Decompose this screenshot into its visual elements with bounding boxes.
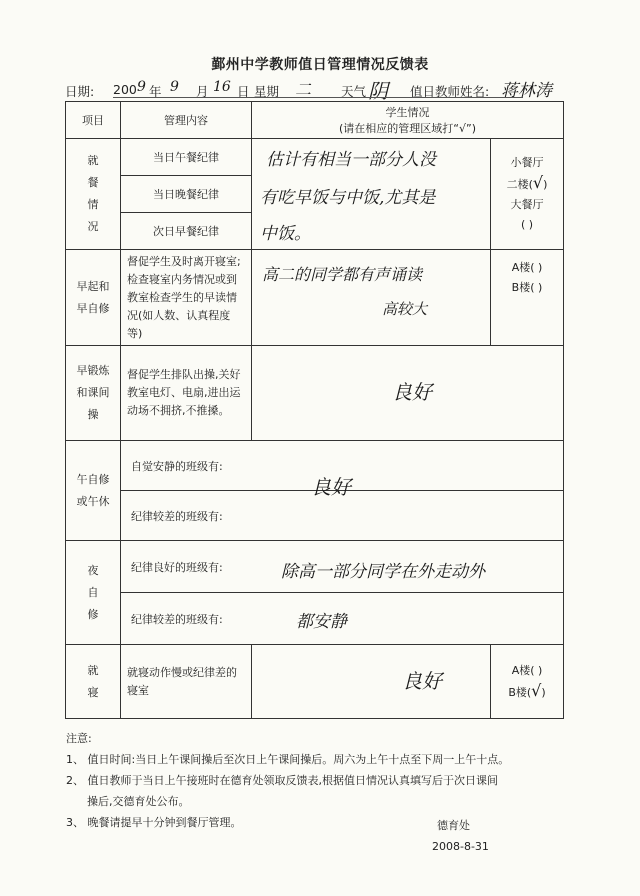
small-canteen-label: 小餐厅 <box>510 156 544 169</box>
month-handwritten: 9 <box>170 79 179 95</box>
header-student-hint: (请在相应的管理区域打“√”) <box>339 122 476 135</box>
day-suffix: 日 <box>237 84 250 99</box>
feedback-table <box>65 101 564 719</box>
date-label: 日期: <box>65 84 95 99</box>
note-item-2-cont: 操后,交德育处公布。 <box>66 795 190 808</box>
bedtime-building <box>491 645 564 719</box>
bedtime-category: 就寝 <box>66 645 121 719</box>
note-item-3: 3、 晚餐请提早十分钟到餐厅管理。 <box>66 816 242 829</box>
form-title: 鄞州中学教师值日管理情况反馈表 <box>211 57 429 73</box>
bedtime-b-check-icon: √ <box>531 680 542 700</box>
meals-canteen <box>491 139 564 250</box>
evening-good-label: 纪律良好的班级有: <box>131 560 223 574</box>
morning-b-building: B楼( ) <box>511 281 543 294</box>
evening-handwriting-2: 都安静 <box>296 612 347 632</box>
evening-handwriting-1: 除高一部分同学在外走动外 <box>281 562 485 582</box>
notes-section <box>66 728 586 833</box>
bedtime-notes <box>252 645 491 719</box>
note-item-1: 1、 值日时间:当日上午课间操后至次日上午课间操后。周六为上午十点至下周一上午十点。 <box>66 753 510 766</box>
evening-bad-label: 纪律较差的班级有: <box>131 612 223 626</box>
noon-row-bad <box>66 491 564 541</box>
note-item-2: 2、 值日教师于当日上午接班时在德育处领取反馈表,根据值日情况认真填写后于次日课间 <box>66 774 498 787</box>
header-item: 项目 <box>66 102 121 139</box>
bedtime-a-building: A楼( ) <box>511 663 543 677</box>
meals-handwriting-3: 中饭。 <box>260 224 311 244</box>
morning-content: 督促学生及时离开寝室;检查寝室内务情况或到教室检查学生的早读情况(如人数、认真程度等) <box>121 250 252 346</box>
meal-breakfast-label: 次日早餐纪律 <box>121 213 252 250</box>
exercise-row <box>66 346 564 441</box>
weekday-handwritten: 二 <box>295 80 312 99</box>
noon-good-label: 自觉安静的班级有: <box>131 459 223 473</box>
morning-building <box>491 250 564 346</box>
year-suffix: 年 <box>149 84 162 99</box>
year-prefix: 200 <box>113 82 137 97</box>
exercise-notes <box>252 346 564 441</box>
header-student <box>252 102 564 139</box>
second-floor-check-icon: √ <box>532 173 544 192</box>
teacher-label: 值日教师姓名: <box>410 84 490 99</box>
noon-bad-label: 纪律较差的班级有: <box>131 509 223 523</box>
month-suffix: 月 <box>196 84 209 99</box>
second-floor-option: 二楼(√) <box>506 173 548 192</box>
bedtime-content: 就寝动作慢或纪律差的寝室 <box>121 645 252 719</box>
weather-label: 天气 <box>341 84 367 99</box>
footer-date: 2008-8-31 <box>432 840 489 853</box>
exercise-content: 督促学生排队出操,关好教室电灯、电扇,进出运动场不拥挤,不推搡。 <box>121 346 252 441</box>
meals-category: 就餐情况 <box>66 139 121 250</box>
evening-good <box>121 541 564 593</box>
bedtime-handwriting: 良好 <box>402 669 442 693</box>
morning-signature: 高较大 <box>382 300 428 318</box>
noon-bad <box>121 491 564 541</box>
bedtime-row <box>66 645 564 719</box>
morning-a-building: A楼( ) <box>511 261 543 274</box>
big-canteen-label: 大餐厅 <box>510 198 544 211</box>
morning-notes <box>252 250 491 346</box>
info-underline <box>113 97 523 98</box>
header-content: 管理内容 <box>121 102 252 139</box>
noon-category: 午自修或午休 <box>66 441 121 541</box>
noon-row-good <box>66 441 564 491</box>
day-handwritten: 16 <box>213 79 231 95</box>
year-handwritten: 9 <box>137 79 146 95</box>
exercise-category: 早锻炼和课间操 <box>66 346 121 441</box>
big-canteen-option: ( ) <box>520 218 534 231</box>
weekday-label: 星期 <box>254 84 280 99</box>
evening-category: 夜自修 <box>66 541 121 645</box>
bedtime-b-building: B楼(√) <box>508 680 546 700</box>
notes-heading: 注意: <box>66 732 92 745</box>
teacher-signature: 蒋林涛 <box>501 81 552 101</box>
noon-good <box>121 441 564 499</box>
footer-dept: 德育处 <box>437 819 470 832</box>
meals-handwriting-1: 估计有相当一部分人没 <box>266 150 436 170</box>
morning-category: 早起和早自修 <box>66 250 121 346</box>
evening-bad <box>121 593 564 645</box>
evening-row-bad <box>66 593 564 645</box>
morning-row <box>66 250 564 346</box>
meal-lunch-label: 当日午餐纪律 <box>121 139 252 176</box>
meals-handwriting-2: 有吃早饭与中饭,尤其是 <box>260 188 436 208</box>
meal-row-lunch <box>66 139 564 176</box>
exercise-handwriting: 良好 <box>392 380 432 404</box>
noon-handwriting: 良好 <box>311 475 351 499</box>
evening-row-good <box>66 541 564 593</box>
morning-handwriting: 高二的同学都有声诵读 <box>262 265 423 284</box>
meal-dinner-label: 当日晚餐纪律 <box>121 176 252 213</box>
meals-notes <box>252 139 491 250</box>
header-student-title: 学生情况 <box>385 106 430 119</box>
header-row <box>66 102 564 139</box>
weather-handwritten: 阴 <box>368 79 388 103</box>
